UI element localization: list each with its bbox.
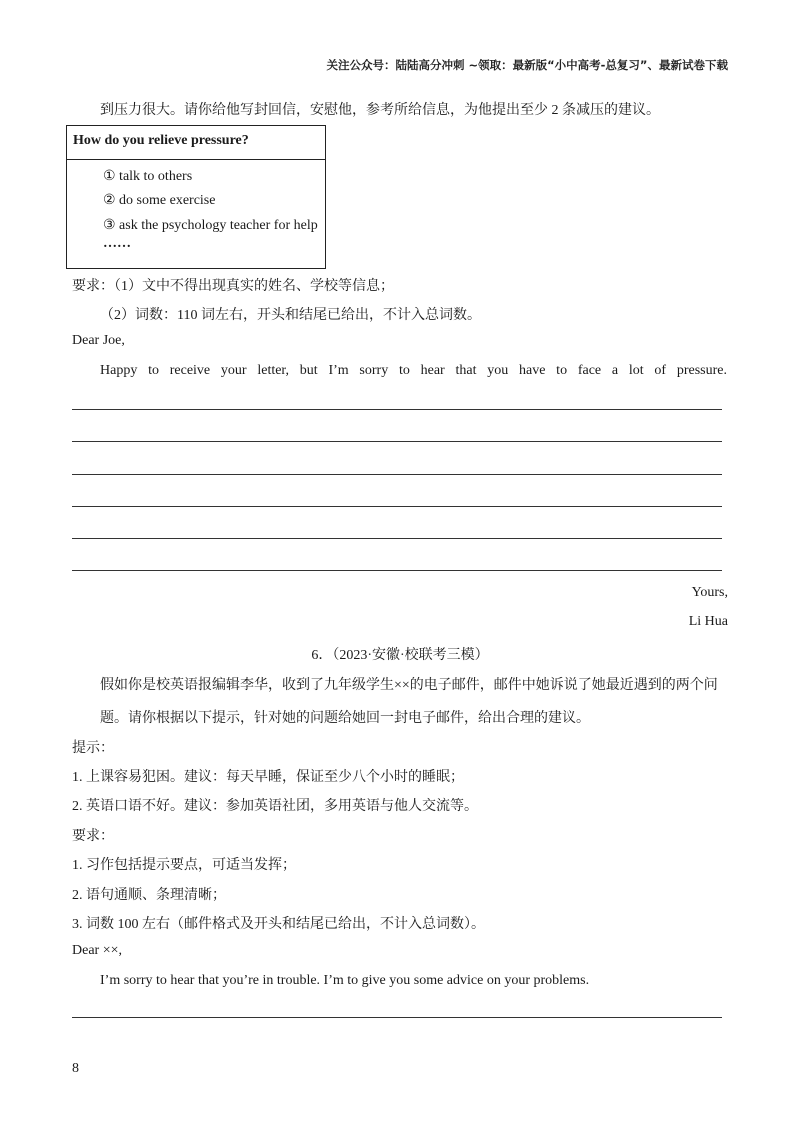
letter-closing: Yours,	[691, 585, 728, 600]
hint-box-item: ② do some exercise	[103, 193, 216, 208]
letter-salutation: Dear Joe,	[72, 333, 125, 348]
writing-line[interactable]	[72, 1017, 722, 1018]
requirement-line: 3. 词数 100 左右（邮件格式及开头和结尾已给出，不计入总词数）。	[72, 917, 485, 932]
prompt-text: 题。请你根据以下提示，针对她的问题给她回一封电子邮件，给出合理的建议。	[100, 711, 590, 726]
requirement-line: 2. 语句通顺、条理清晰；	[72, 888, 226, 903]
question-heading: 6．（2023·安徽·校联考三模）	[311, 648, 489, 663]
page-number: 8	[72, 1061, 79, 1076]
writing-line[interactable]	[72, 409, 722, 410]
writing-line[interactable]	[72, 506, 722, 507]
hints-label: 提示：	[72, 741, 114, 756]
hint-box-divider	[67, 159, 325, 160]
requirement-line: （2）词数：110 词左右，开头和结尾已给出，不计入总词数。	[100, 308, 481, 323]
requirements-label: 要求：	[72, 829, 114, 844]
writing-line[interactable]	[72, 474, 722, 475]
letter-opening: I’m sorry to hear that you’re in trouble. I’m to give you some advice on your problems.	[100, 973, 590, 988]
writing-line[interactable]	[72, 441, 722, 442]
hint-box-title: How do you relieve pressure?	[73, 133, 249, 148]
hint-line: 1. 上课容易犯困。建议：每天早睡，保证至少八个小时的睡眠；	[72, 770, 464, 785]
prompt-text: 假如你是校英语报编辑李华，收到了九年级学生××的电子邮件，邮件中她诉说了她最近遇到的两个问	[100, 678, 718, 693]
letter-salutation: Dear ××,	[72, 943, 122, 958]
writing-line[interactable]	[72, 570, 722, 571]
writing-line[interactable]	[72, 538, 722, 539]
requirement-line: 1. 习作包括提示要点，可适当发挥；	[72, 858, 296, 873]
page-header: 关注公众号：陆陆高分冲刺 ~领取：最新版“小中高考-总复习”、最新试卷下载	[326, 58, 728, 72]
requirement-line: 要求：（1）文中不得出现真实的姓名、学校等信息；	[72, 279, 394, 294]
hint-box	[66, 125, 326, 269]
hint-line: 2. 英语口语不好。建议：参加英语社团，多用英语与他人交流等。	[72, 799, 478, 814]
letter-signature: Li Hua	[688, 614, 728, 629]
hint-box-item: ③ ask the psychology teacher for help	[103, 218, 318, 233]
hint-box-item: ① talk to others	[103, 169, 193, 184]
letter-opening: Happy to receive your letter, but I’m sorry to hear that you have to face a lot of pressure.	[100, 363, 727, 378]
hint-box-item: ……	[103, 236, 131, 251]
task-intro-tail: 到压力很大。请你给他写封回信，安慰他，参考所给信息，为他提出至少 2 条减压的建议。	[100, 103, 660, 118]
